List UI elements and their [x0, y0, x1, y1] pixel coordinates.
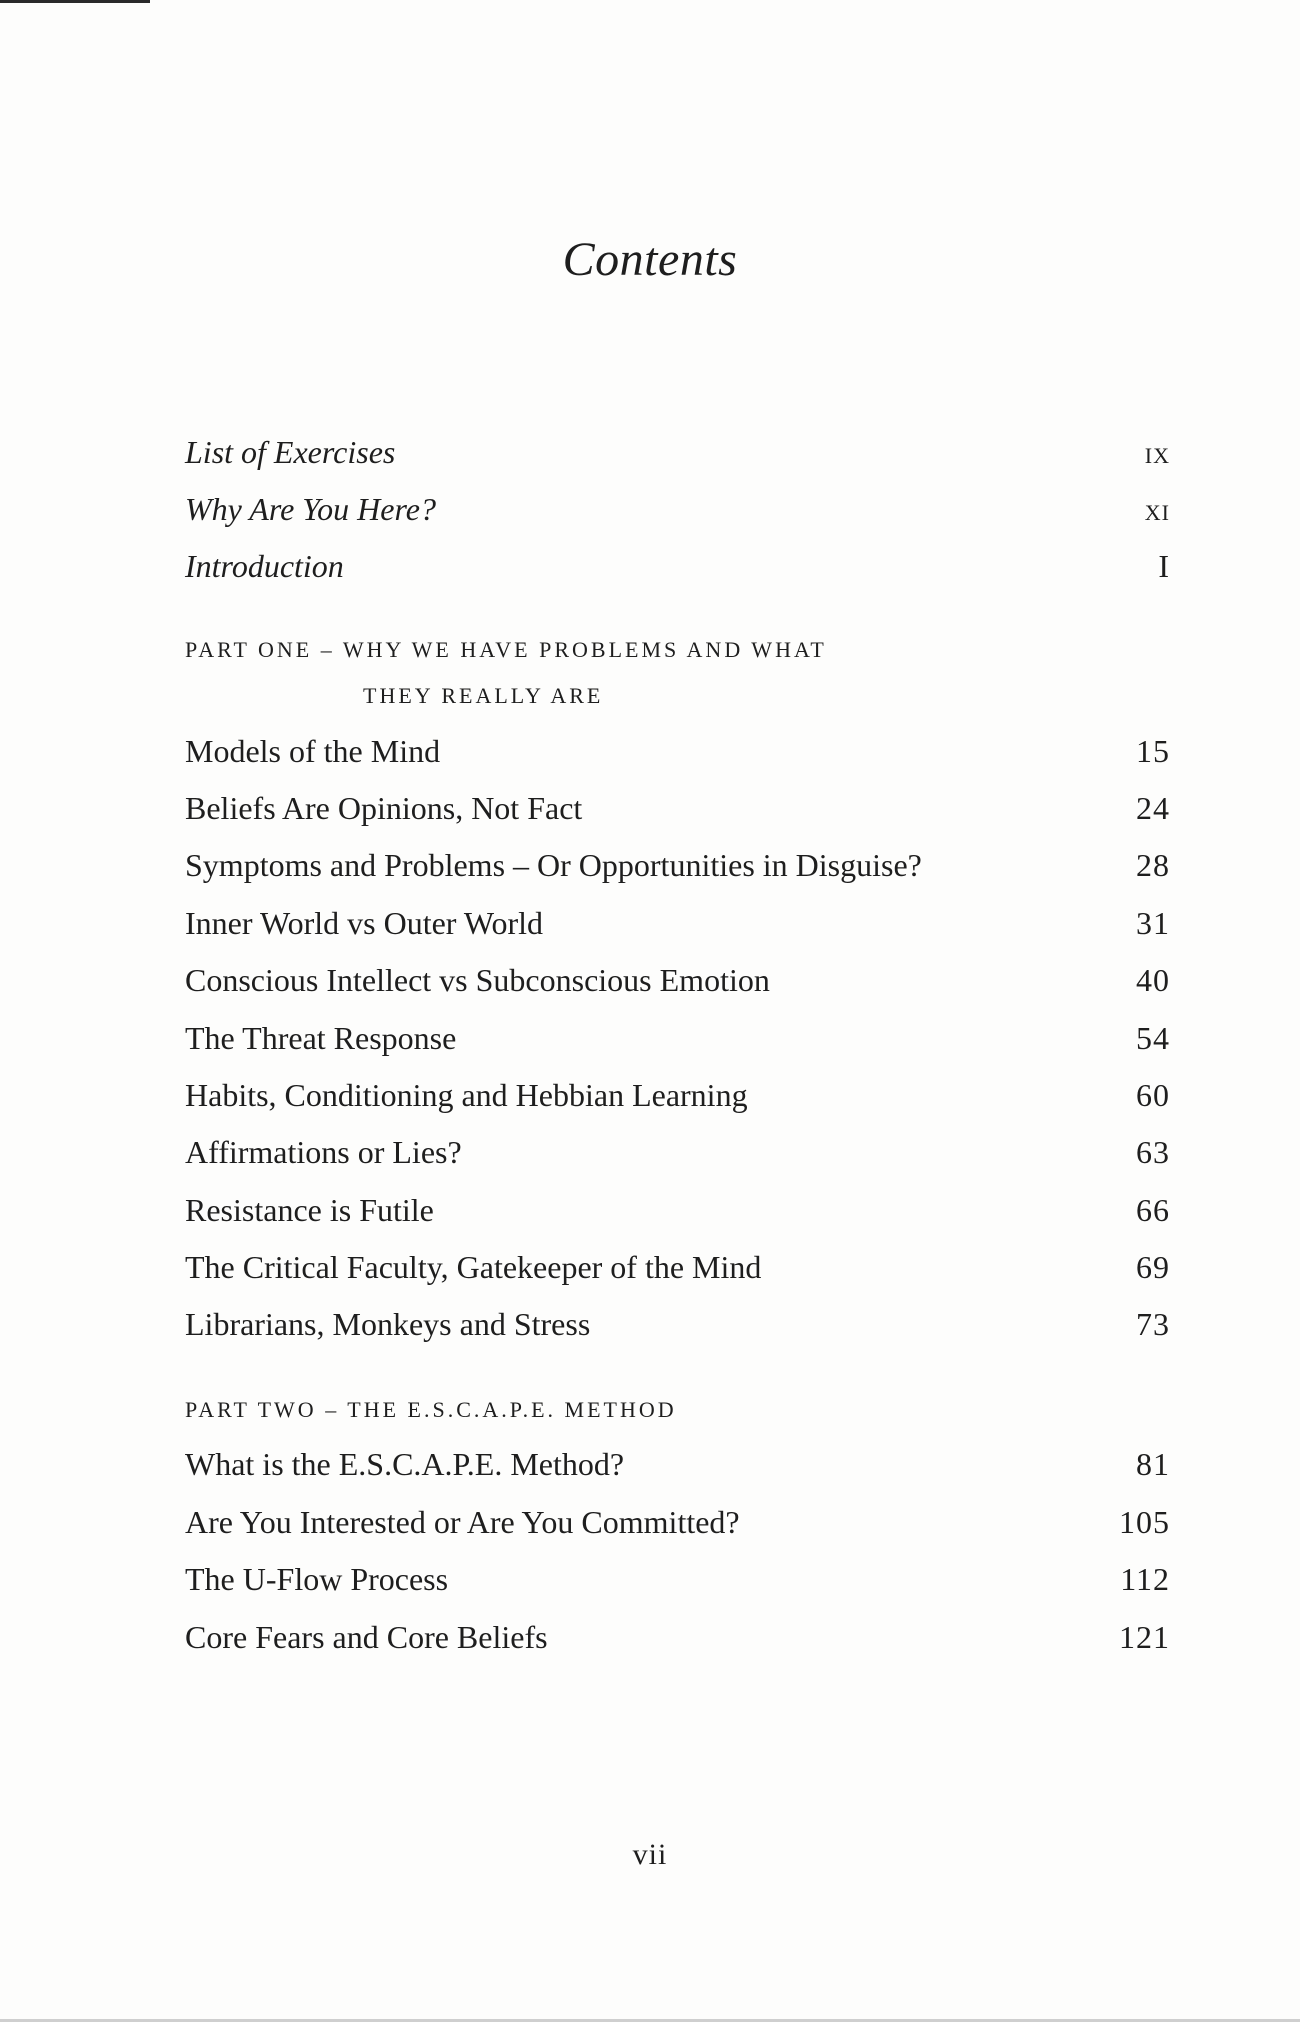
toc-entry-page: 28	[1136, 847, 1170, 883]
toc-entry[interactable]	[185, 1245, 1170, 1289]
toc-entry-title: What is the E.S.C.A.P.E. Method?	[185, 1446, 625, 1482]
toc-entry-page: 60	[1136, 1077, 1170, 1113]
toc-entry-page: I	[1158, 548, 1170, 584]
page-number: vii	[632, 1838, 668, 1871]
toc-entry-page: 69	[1136, 1249, 1170, 1285]
toc-entry-page: 66	[1136, 1192, 1170, 1228]
toc-entry[interactable]	[185, 1073, 1170, 1117]
toc-entry-page: 121	[1119, 1619, 1170, 1655]
toc-entry-title: List of Exercises	[185, 434, 396, 470]
toc-entry-page: 31	[1136, 905, 1170, 941]
toc-entry-title: The U-Flow Process	[185, 1561, 449, 1597]
toc-entry-title: Symptoms and Problems – Or Opportunities in Disguise?	[185, 847, 922, 883]
toc-entry[interactable]	[185, 544, 1170, 588]
toc-entry-title: Habits, Conditioning and Hebbian Learning	[185, 1077, 748, 1113]
toc-entry-page: 63	[1136, 1134, 1170, 1170]
toc-entry-title: The Threat Response	[185, 1020, 457, 1056]
part-two-heading: PART TWO – THE E.S.C.A.P.E. METHOD	[185, 1397, 677, 1422]
toc-entry-title: The Critical Faculty, Gatekeeper of the Mind	[185, 1249, 762, 1285]
toc-entry-page: xi	[1144, 491, 1170, 527]
toc-entry-title: Core Fears and Core Beliefs	[185, 1619, 548, 1655]
toc-entry[interactable]	[185, 786, 1170, 830]
scan-edge	[0, 0, 150, 3]
toc-entry-title: Librarians, Monkeys and Stress	[185, 1306, 591, 1342]
toc-entry[interactable]	[185, 901, 1170, 945]
toc-entry-title: Are You Interested or Are You Committed?	[185, 1504, 740, 1540]
toc-entry-title: Resistance is Futile	[185, 1192, 434, 1228]
toc-entry-page: 81	[1136, 1446, 1170, 1482]
toc-entry-page: 15	[1136, 733, 1170, 769]
toc-entry-page: 40	[1136, 962, 1170, 998]
toc-entry[interactable]	[185, 1500, 1170, 1544]
part-one-heading-continued: THEY REALLY ARE	[363, 683, 604, 708]
toc-entry[interactable]	[185, 1442, 1170, 1486]
toc-entry-page: 54	[1136, 1020, 1170, 1056]
toc-entry-title: Inner World vs Outer World	[185, 905, 544, 941]
toc-entry-page: ix	[1144, 434, 1170, 470]
toc-entry[interactable]	[185, 1557, 1170, 1601]
toc-entry-page: 73	[1136, 1306, 1170, 1342]
part-one-heading: PART ONE – WHY WE HAVE PROBLEMS AND WHAT	[185, 637, 827, 662]
toc-entry[interactable]	[185, 1188, 1170, 1232]
toc-entry[interactable]	[185, 843, 1170, 887]
page-title: Contents	[562, 233, 738, 286]
toc-entry[interactable]	[185, 1302, 1170, 1346]
toc-entry-page: 112	[1120, 1561, 1170, 1597]
toc-entry[interactable]	[185, 958, 1170, 1002]
toc-entry-title: Beliefs Are Opinions, Not Fact	[185, 790, 583, 826]
toc-entry-title: Models of the Mind	[185, 733, 441, 769]
toc-entry-page: 24	[1136, 790, 1170, 826]
toc-entry-page: 105	[1119, 1504, 1170, 1540]
toc-entry-title: Why Are You Here?	[185, 491, 436, 527]
toc-entry[interactable]	[185, 487, 1170, 531]
toc-entry-title: Introduction	[185, 548, 344, 584]
toc-entry[interactable]	[185, 430, 1170, 474]
toc-entry[interactable]	[185, 1130, 1170, 1174]
toc-entry[interactable]	[185, 729, 1170, 773]
toc-entry[interactable]	[185, 1615, 1170, 1659]
toc-entry[interactable]	[185, 1016, 1170, 1060]
toc-entry-title: Conscious Intellect vs Subconscious Emotion	[185, 962, 770, 998]
toc-entry-title: Affirmations or Lies?	[185, 1134, 462, 1170]
